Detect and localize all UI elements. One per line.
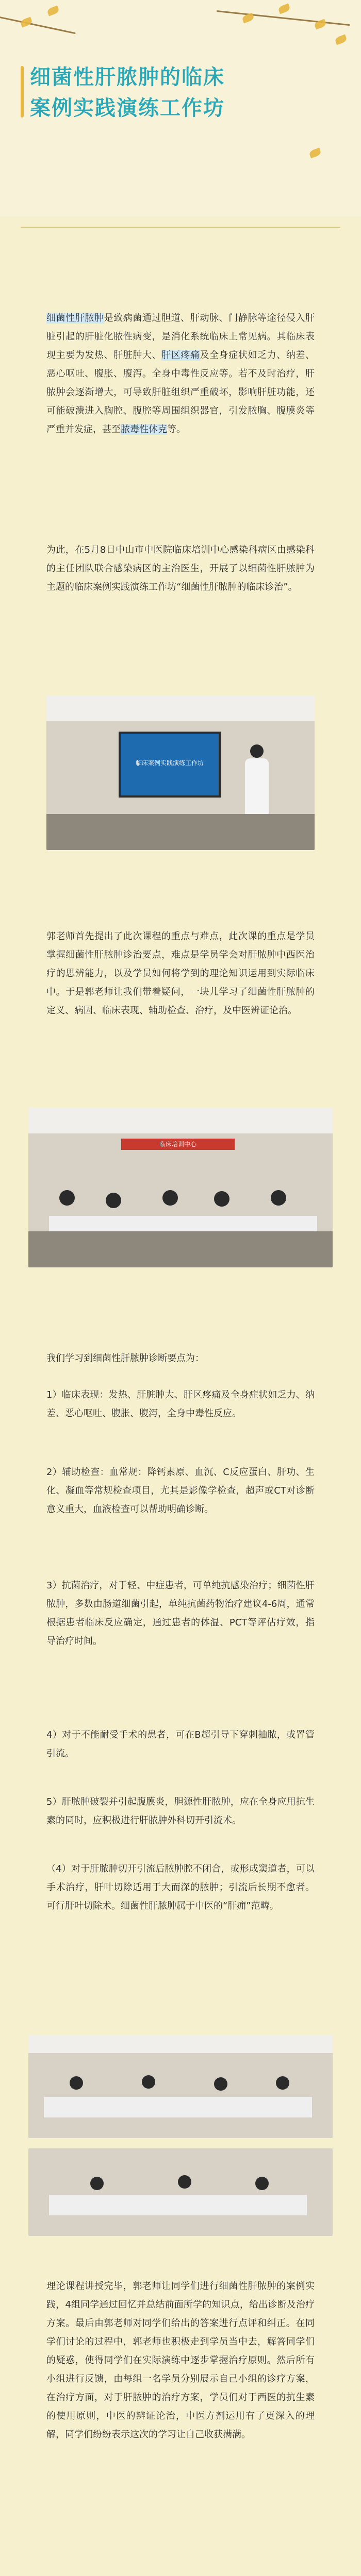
participant-head: [271, 1190, 286, 1206]
highlight-disease: 细菌性肝脓肿: [46, 313, 104, 324]
photo-group-discussion-2: [28, 2148, 333, 2236]
section-3-item-6: （4）对于肝脓肿切开引流后脓肿腔不闭合，或形成窦道者，可以手术治疗，肝叶切除适用于大而深的脓肿；引流后长期不愈者。可行肝叶切除术。细菌性肝脓肿属于中医的“肝痈”范畴。: [46, 1863, 315, 1911]
participant-head: [142, 2075, 155, 2089]
section-3-item-4: 4）对于不能耐受手术的患者，可在B超引导下穿刺抽脓，或置管引流。: [46, 1730, 315, 1759]
highlight-complication: 脓毒性休克: [121, 424, 167, 435]
participant-head: [178, 2175, 191, 2189]
section-1-paragraph-1: [46, 309, 315, 439]
section-1-paragraph-2: 为此，在5月8日中山市中医院临床培训中心感染科病区由感染科的主任团队联合感染病区的主治医生，开展了以细菌性肝脓肿为主题的临床案例实践演练工作坊“细菌性肝脓肿的临床诊治”。: [46, 545, 315, 592]
section-3-item-1: 1）临床表现：发热、肝脏肿大、肝区疼痛及全身症状如乏力、纳差、恶心呕吐、腹胀、腹泻，全身中毒性反应。: [46, 1389, 315, 1419]
title-line-2: 案例实践演练工作坊: [30, 97, 225, 120]
ginkgo-leaf-icon: [46, 6, 59, 16]
floor: [28, 1231, 333, 1267]
participant-head: [276, 2076, 289, 2090]
speaker-body: [245, 758, 269, 815]
divider: [21, 227, 340, 228]
participant-head: [90, 2177, 104, 2190]
floor: [46, 814, 315, 850]
participant-head: [255, 2177, 269, 2190]
section-4-paragraph: 理论课程讲授完毕，郭老师让同学们进行细菌性肝脓肿的案例实践，4组同学通过回忆并总结前面所学的知识点，给出诊断及治疗方案。最后由郭老师对同学们给出的答案进行点评和纠正。在同学们讨论的过程中，郭老师也积极走到学员当中去，解答同学们的疑惑，使得同学们在实际演练中逐步掌握治疗原则。然后所有小组进行反馈，由每组一名学员分别展示自己小组的诊疗方案，在治疗方面，对于肝脓肿的治疗方案，学员们对于西医的抗生素的使用原则，中医的辨证论治，中医方剂运用有了更深入的理解，同学们纷纷表示这次的学习让自己收获满满。: [46, 2281, 315, 2440]
ginkgo-leaf-icon: [277, 4, 290, 14]
photo-lecture-speaker: [46, 696, 315, 850]
table: [44, 2097, 312, 2117]
speaker-head: [250, 744, 264, 758]
classroom-banner: 临床培训中心: [121, 1139, 235, 1150]
header-decoration: [0, 0, 361, 216]
table: [49, 2195, 307, 2215]
section-3-item-2: 2）辅助检查：血常规：降钙素原、血沉、C反应蛋白、肝功、生化、凝血等常规检查项目，尤其是影像学检查，超声或CT对诊断意义重大，血液检查可以帮助明确诊断。: [46, 1467, 315, 1515]
ceiling: [28, 2035, 333, 2053]
section-3-intro: 我们学习到细菌性肝脓肿诊断要点为：: [46, 1353, 204, 1364]
participant-head: [162, 1190, 178, 1206]
participant-head: [106, 1193, 121, 1208]
ceiling: [46, 696, 315, 721]
section-3-item-5: 5）肝脓肿破裂并引起腹膜炎，胆源性肝脓肿，应在全身应用抗生素的同时，应积极进行肝脓肿外科切开引流术。: [46, 1797, 315, 1826]
screen-text: 临床案例实践演练工作坊: [135, 759, 204, 767]
section-3-item-3: 3）抗菌治疗，对于轻、中症患者，可单纯抗感染治疗；细菌性肝脓肿，多数由肠道细菌引起，单纯抗菌药物治疗建议4-6周，通常根据患者临床反应确定，通过患者的体温、PCT等评估疗效，指导治疗时间。: [46, 1580, 315, 1647]
photo-group-discussion-1: [28, 2035, 333, 2138]
section-2-paragraph: 郭老师首先提出了此次课程的重点与难点，此次课的重点是学员掌握细菌性肝脓肿诊治要点，难点是学员学会对肝脓肿中西医治疗的思辨能力，以及学员如何将学到的理论知识运用到实际临床中。于是郭老师让我们带着疑问，一块儿学习了细菌性肝脓肿的定义、病因、临床表现、辅助检查、治疗，及中医辨证论治。: [46, 931, 315, 1016]
participant-head: [59, 1190, 75, 1206]
text-span: 等。: [167, 424, 186, 435]
participant-head: [214, 2077, 227, 2091]
ceiling: [28, 1108, 333, 1133]
ginkgo-leaf-icon: [20, 17, 32, 28]
title-accent-bar: [21, 66, 24, 117]
participant-head: [70, 2076, 83, 2090]
photo-classroom-group: [28, 1108, 333, 1267]
highlight-symptom: 肝区疼痛: [161, 350, 200, 361]
text-span: 及全身症状如乏力、纳差、恶心呕吐、腹胀、腹泻。全身中毒性反应等。若不及时治疗，肝脓肿会逐渐增大，可导致肝脏组织严重破坏，影响肝脏功能，还可能破溃进入胸腔、腹腔等周围组织器官，引发脓胸、腹膜炎等严重并发症，甚至: [46, 350, 315, 435]
page-title: [30, 62, 225, 124]
branch-decoration: [0, 15, 76, 34]
projection-screen: [119, 732, 221, 798]
title-line-1: 细菌性肝脓肿的临床: [30, 66, 225, 89]
ginkgo-leaf-icon: [308, 148, 321, 159]
text-span: 是致病菌通过胆道、肝动脉、门静脉等途径侵入肝脏引起的肝脏化脓性病变，是消化系统临床上常见病。其临床表现主要为发热、肝脏肿大、: [46, 313, 315, 361]
ginkgo-leaf-icon: [334, 35, 347, 45]
participant-head: [214, 1191, 229, 1207]
